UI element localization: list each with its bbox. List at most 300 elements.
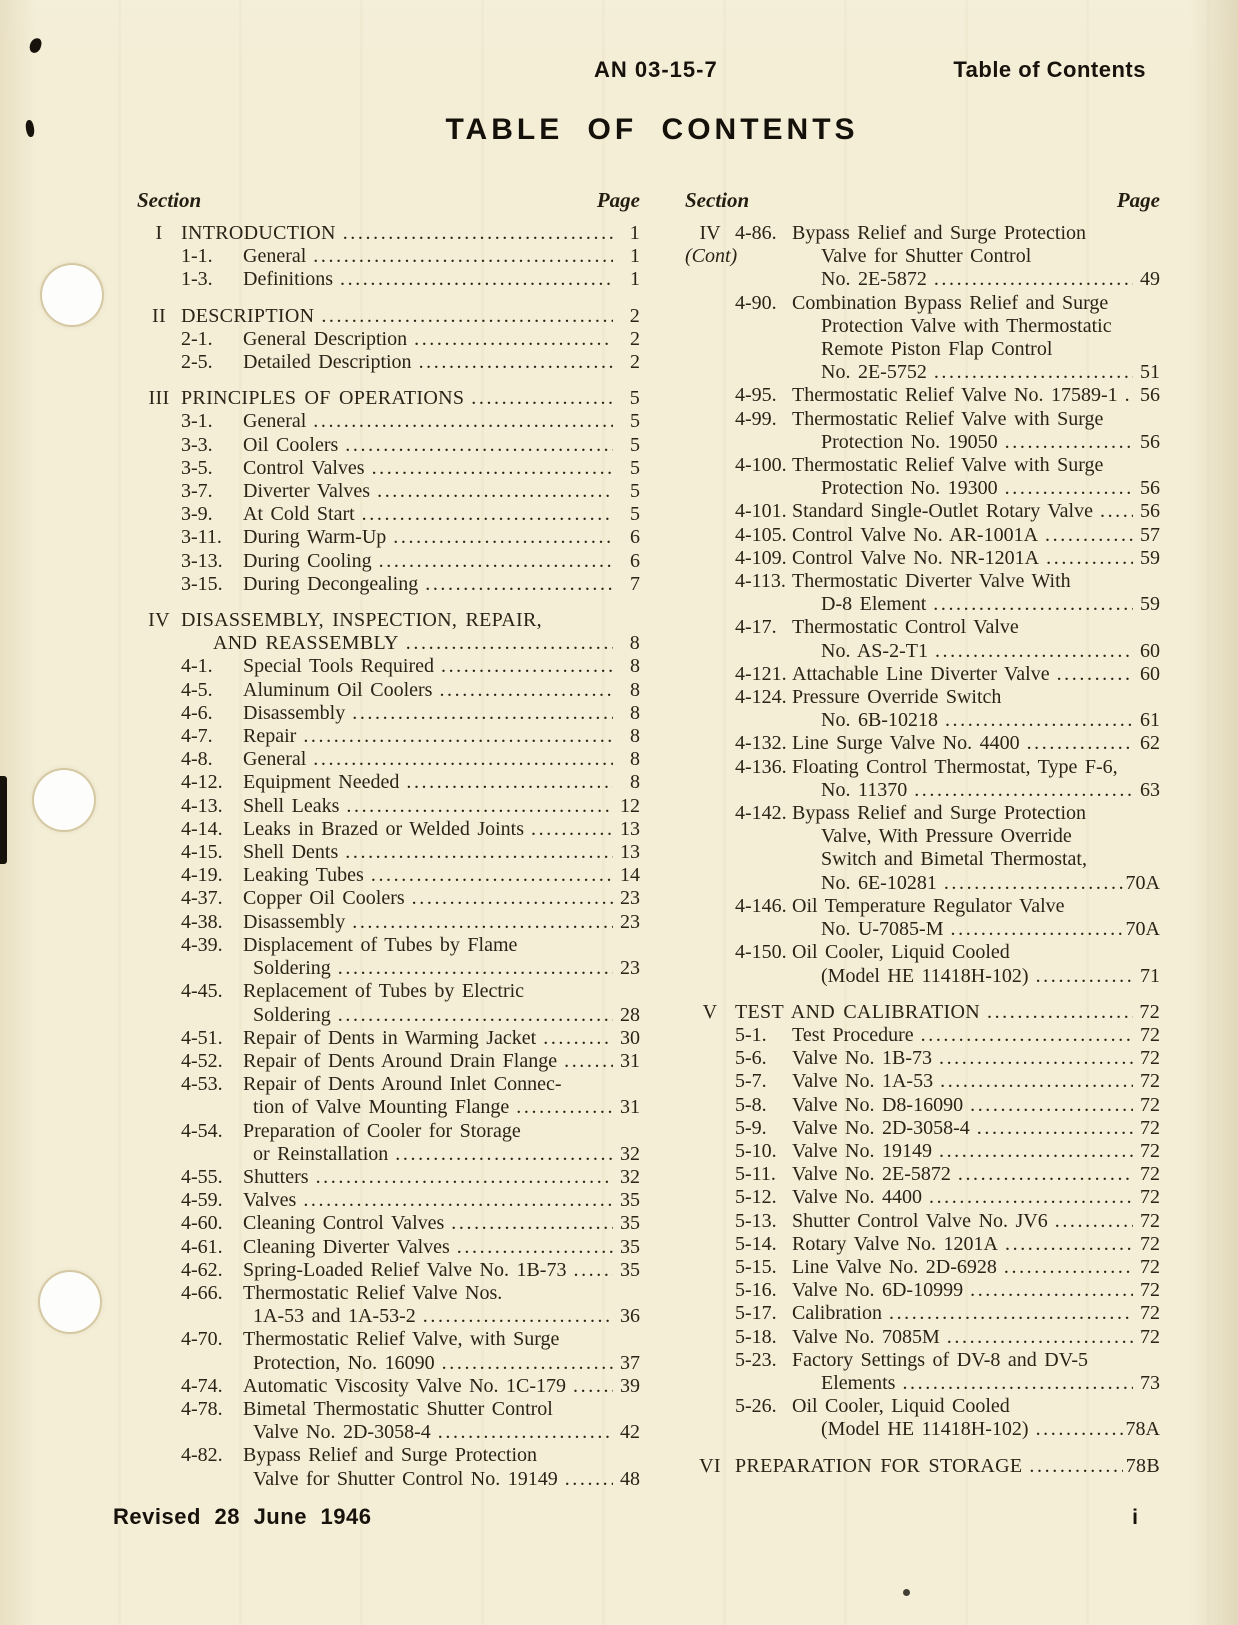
toc-paragraph-number: 5-17. [735, 1302, 777, 1325]
toc-entry-title: Rotary Valve No. 1201A [792, 1232, 998, 1255]
dot-leader [406, 771, 613, 794]
dot-leader [951, 918, 1123, 941]
toc-row [685, 245, 1160, 268]
toc-entry-page: 35 [620, 1212, 640, 1235]
toc-paragraph-number: 4-52. [181, 1049, 223, 1072]
toc-entry-title: Cleaning Control Valves [243, 1212, 445, 1235]
dot-leader [934, 361, 1133, 384]
toc-entry-title: No. 6B-10218 [821, 709, 938, 732]
toc-row-content [735, 1186, 1160, 1209]
toc-section-numeral [137, 526, 181, 549]
toc-section-numeral [685, 268, 735, 291]
toc-entry-title: Calibration [792, 1302, 882, 1325]
toc-section-numeral [685, 756, 735, 779]
toc-row-content [181, 387, 640, 410]
toc-entry-page: 61 [1140, 709, 1160, 732]
toc-section-numeral [685, 547, 735, 570]
dot-leader [303, 1189, 613, 1212]
toc-entry-title: Automatic Viscosity Valve No. 1C-179 [243, 1374, 567, 1397]
toc-paragraph-number: 3-11. [181, 526, 222, 549]
dot-leader [921, 1024, 1133, 1047]
toc-row [685, 709, 1160, 732]
toc-row-content [181, 526, 640, 549]
dot-leader [914, 779, 1133, 802]
toc-paragraph-number: 4-1. [181, 655, 213, 678]
toc-paragraph-number: 4-121. [735, 662, 787, 685]
toc-paragraph-number: 4-61. [181, 1235, 223, 1258]
toc-row [685, 593, 1160, 616]
toc-section-numeral [685, 616, 735, 639]
toc-entry-title: Remote Piston Flap Control [821, 338, 1053, 361]
toc-row [685, 779, 1160, 802]
dot-leader [564, 1050, 613, 1073]
indent-spacer [735, 361, 821, 384]
folio-page-number: i [1132, 1506, 1138, 1529]
toc-paragraph-number: 4-15. [181, 841, 223, 864]
toc-section-numeral [685, 477, 735, 500]
toc-row-content [181, 748, 640, 771]
toc-row [137, 702, 640, 725]
toc-paragraph-number: 3-3. [181, 433, 213, 456]
toc-paragraph-number: 5-11. [735, 1163, 776, 1186]
toc-paragraph-number: 4-54. [181, 1119, 223, 1142]
toc-paragraph-number: 5-9. [735, 1116, 767, 1139]
toc-entry-page: 72 [1140, 1093, 1160, 1116]
indent-spacer [735, 779, 821, 802]
toc-entry-title: Aluminum Oil Coolers [243, 678, 433, 701]
toc-paragraph-number: 4-100. [735, 454, 787, 477]
toc-entry-title: General Description [243, 327, 408, 350]
toc-row [137, 1050, 640, 1073]
toc-row [685, 500, 1160, 523]
dot-leader [379, 550, 613, 573]
toc-entry-title: Shutter Control Valve No. JV6 [792, 1209, 1048, 1232]
dot-leader [1055, 1210, 1133, 1233]
toc-entry-page: 13 [620, 841, 640, 864]
toc-entry-page: 60 [1140, 639, 1160, 662]
dot-leader [987, 1001, 1133, 1024]
toc-row-content [735, 1070, 1160, 1093]
toc-row-content [181, 245, 640, 268]
toc-paragraph-number: 4-19. [181, 864, 223, 887]
toc-paragraph-number: 3-7. [181, 480, 213, 503]
toc-section-numeral [685, 1186, 735, 1209]
toc-entry-title: Factory Settings of DV-8 and DV-5 [792, 1348, 1089, 1371]
toc-entry-title: Valve No. 4400 [792, 1186, 922, 1209]
toc-row [137, 1096, 640, 1119]
toc-entry-page: 23 [620, 887, 640, 910]
toc-row [685, 524, 1160, 547]
toc-entry-title: Diverter Valves [243, 480, 371, 503]
toc-entry-page: 8 [630, 655, 640, 678]
toc-entry-title: Preparation of Cooler for Storage [243, 1119, 521, 1142]
toc-paragraph-number: 4-99. [735, 407, 777, 430]
scan-edge-mark [0, 776, 7, 864]
toc-entry-title: Spring-Loaded Relief Valve No. 1B-73 [243, 1258, 567, 1281]
toc-paragraph-number: 4-124. [735, 686, 787, 709]
toc-row [685, 1186, 1160, 1209]
toc-section-numeral [685, 663, 735, 686]
toc-paragraph-number: 4-142. [735, 802, 787, 825]
toc-row [137, 1004, 640, 1027]
toc-entry-title: Definitions [243, 268, 333, 291]
dot-leader [393, 526, 613, 549]
toc-row [137, 410, 640, 433]
toc-row [137, 457, 640, 480]
toc-row [137, 725, 640, 748]
toc-row [685, 1070, 1160, 1093]
toc-entry-title: Valve No. D8-16090 [792, 1093, 964, 1116]
toc-row-content [181, 573, 640, 596]
toc-paragraph-number: 4-7. [181, 725, 213, 748]
toc-row-content [735, 454, 1160, 477]
toc-row [685, 756, 1160, 779]
toc-entry-page: 8 [629, 632, 640, 655]
toc-entry-title: Special Tools Required [243, 655, 434, 678]
toc-entry-title: Line Surge Valve No. 4400 [792, 732, 1020, 755]
toc-entry-title: Valve No. 7085M [792, 1325, 940, 1348]
toc-row [137, 1236, 640, 1259]
toc-paragraph-number: 5-7. [735, 1070, 767, 1093]
toc-row-content [735, 779, 1160, 802]
toc-row-content [181, 818, 640, 841]
toc-entry-page: 72 [1140, 1325, 1160, 1348]
indent-spacer [735, 315, 821, 338]
toc-section-numeral [137, 864, 181, 887]
toc-entry-title: Protection Valve with Thermostatic [821, 314, 1112, 337]
toc-row-content [735, 709, 1160, 732]
toc-entry-page: 8 [630, 678, 640, 701]
toc-row [137, 1398, 640, 1421]
toc-row [685, 1001, 1160, 1024]
toc-section-numeral [685, 593, 735, 616]
toc-entry-page: 71 [1140, 964, 1160, 987]
toc-entry-page: 70A [1125, 918, 1160, 941]
toc-section-numeral [137, 1398, 181, 1421]
toc-entry-page: 49 [1140, 268, 1160, 291]
toc-row [137, 957, 640, 980]
indent-spacer [735, 640, 821, 663]
toc-entry-title: Thermostatic Relief Valve Nos. [243, 1281, 503, 1304]
toc-row-content [181, 887, 640, 910]
toc-row-content [181, 1444, 640, 1467]
toc-row-content [181, 632, 640, 655]
toc-entry-title: Replacement of Tubes by Electric [243, 980, 525, 1003]
page-column-header: Page [1116, 188, 1160, 212]
toc-entry-page: 56 [1140, 384, 1160, 407]
page-title: TABLE OF CONTENTS [445, 113, 859, 146]
toc-section-numeral [137, 573, 181, 596]
toc-row-content [181, 655, 640, 678]
toc-row [137, 1073, 640, 1096]
toc-section-numeral [137, 1073, 181, 1096]
dot-leader [935, 640, 1133, 663]
dot-leader [902, 1372, 1133, 1395]
dot-leader [970, 1094, 1133, 1117]
dot-leader [438, 1421, 613, 1444]
toc-row [685, 1256, 1160, 1279]
toc-entry-page: 60 [1140, 662, 1160, 685]
dot-leader [565, 1468, 613, 1491]
toc-entry-page: 8 [630, 725, 640, 748]
toc-row-content [735, 686, 1160, 709]
dot-leader [352, 911, 613, 934]
toc-entry-page: 7 [630, 572, 640, 595]
toc-entry-title: AND REASSEMBLY [213, 632, 399, 655]
toc-section-numeral [685, 1233, 735, 1256]
toc-entry-page: 2 [629, 304, 640, 327]
toc-entry-title: Repair [243, 725, 297, 748]
toc-paragraph-number: 5-18. [735, 1325, 777, 1348]
toc-entry-title: INTRODUCTION [181, 222, 336, 244]
toc-entry-title: Oil Coolers [243, 433, 339, 456]
toc-section-numeral [137, 434, 181, 457]
toc-row [685, 454, 1160, 477]
toc-row-content [181, 1166, 640, 1189]
toc-row-content [181, 1073, 640, 1096]
dot-leader [439, 679, 613, 702]
toc-row-content [181, 795, 640, 818]
toc-entry-title: Protection, No. 16090 [253, 1351, 435, 1374]
toc-row [137, 818, 640, 841]
toc-entry-title: DISASSEMBLY, INSPECTION, REPAIR, [181, 609, 542, 632]
toc-row [685, 825, 1160, 848]
toc-entry-title: Valve for Shutter Control [821, 245, 1032, 268]
dot-leader [939, 1140, 1133, 1163]
toc-columns [137, 188, 1160, 1491]
toc-paragraph-number: 4-109. [735, 546, 787, 569]
toc-row-content [181, 702, 640, 725]
indent-spacer [735, 848, 821, 871]
toc-row-content [735, 292, 1160, 315]
toc-section-numeral [137, 911, 181, 934]
toc-row-content [735, 965, 1160, 988]
toc-row [685, 802, 1160, 825]
toc-row [137, 980, 640, 1003]
toc-row [137, 351, 640, 374]
toc-row-content [735, 500, 1160, 523]
toc-section-numeral [685, 686, 735, 709]
toc-entry-page: 73 [1140, 1371, 1160, 1394]
toc-paragraph-number: 4-13. [181, 794, 223, 817]
toc-paragraph-number: 4-6. [181, 701, 213, 724]
toc-paragraph-number: 4-17. [735, 616, 777, 639]
toc-row [685, 918, 1160, 941]
toc-entry-page: 72 [1140, 1279, 1160, 1302]
toc-row-content [735, 1024, 1160, 1047]
toc-section-numeral: V [702, 1000, 718, 1023]
toc-entry-title: Oil Cooler, Liquid Cooled [792, 941, 1010, 964]
dot-leader [340, 268, 613, 291]
toc-entry-title: Attachable Line Diverter Valve [792, 662, 1050, 685]
toc-row-content [735, 1455, 1160, 1478]
toc-section-numeral [685, 1395, 735, 1418]
dot-leader [343, 222, 613, 245]
toc-entry-title: Control Valve No. NR-1201A [792, 546, 1040, 569]
toc-row [137, 1027, 640, 1050]
toc-entry-title: Standard Single-Outlet Rotary Valve [792, 500, 1093, 523]
dot-leader [372, 457, 613, 480]
toc-entry-title: No. U-7085-M [821, 918, 944, 941]
toc-section-numeral [685, 1047, 735, 1070]
dot-leader [1125, 384, 1133, 407]
toc-entry-title: General [243, 748, 307, 771]
toc-section-numeral [137, 1328, 181, 1351]
toc-entry-page: 8 [630, 748, 640, 771]
toc-row-content [181, 957, 640, 980]
toc-paragraph-number: 1-1. [181, 245, 213, 268]
toc-section-numeral [137, 503, 181, 526]
toc-row [137, 934, 640, 957]
toc-entry-page: 78A [1125, 1418, 1160, 1441]
toc-row-content [181, 434, 640, 457]
toc-entry-page: 51 [1140, 361, 1160, 384]
toc-row [685, 941, 1160, 964]
toc-entry-title: Valve No. 2D-3058-4 [253, 1421, 431, 1444]
toc-section-numeral [685, 1418, 735, 1441]
toc-row-content [735, 1372, 1160, 1395]
toc-row [685, 686, 1160, 709]
toc-section-numeral [137, 351, 181, 374]
toc-entry-title: Thermostatic Control Valve [792, 616, 1019, 639]
toc-paragraph-number: 3-15. [181, 572, 223, 595]
toc-row-content [735, 361, 1160, 384]
toc-section-numeral [685, 848, 735, 871]
toc-entry-title: During Warm-Up [243, 526, 387, 549]
toc-section-numeral [685, 732, 735, 755]
toc-section-numeral [685, 431, 735, 454]
dot-leader [395, 1143, 613, 1166]
toc-paragraph-number: 2-1. [181, 327, 213, 350]
toc-paragraph-number: 4-66. [181, 1281, 223, 1304]
toc-row [685, 408, 1160, 431]
toc-section-numeral: III [148, 387, 170, 410]
dot-leader [406, 632, 613, 655]
toc-entry-page: 5 [630, 503, 640, 526]
toc-section-numeral [685, 1302, 735, 1325]
toc-entry-page: 1 [630, 245, 640, 268]
dot-leader [352, 702, 613, 725]
toc-entry-title: Oil Temperature Regulator Valve [792, 894, 1065, 917]
toc-row-content [181, 222, 640, 245]
toc-row-content [735, 1279, 1160, 1302]
toc-paragraph-number: 5-14. [735, 1232, 777, 1255]
dot-leader [346, 795, 613, 818]
toc-row [137, 632, 640, 655]
toc-entry-page: 5 [630, 456, 640, 479]
toc-row [137, 480, 640, 503]
dot-leader [457, 1236, 613, 1259]
toc-entry-page: 72 [1140, 1209, 1160, 1232]
toc-entry-page: 72 [1140, 1139, 1160, 1162]
toc-row [685, 361, 1160, 384]
dot-leader [945, 709, 1133, 732]
toc-paragraph-number: 4-62. [181, 1258, 223, 1281]
toc-row-content [181, 1282, 640, 1305]
toc-row [685, 315, 1160, 338]
toc-row [685, 1302, 1160, 1325]
toc-entry-title: Bimetal Thermostatic Shutter Control [243, 1397, 553, 1420]
punch-hole [40, 1272, 100, 1332]
toc-entry-title: Valve for Shutter Control No. 19149 [253, 1467, 558, 1490]
toc-section-numeral: IV [148, 609, 170, 632]
toc-entry-page: 72 [1140, 1186, 1160, 1209]
toc-row [137, 1468, 640, 1491]
toc-row-content [181, 1143, 640, 1166]
toc-section-numeral [685, 941, 735, 964]
toc-row [137, 434, 640, 457]
toc-entry-title: Thermostatic Diverter Valve With [792, 570, 1071, 593]
toc-entry-title: TEST AND CALIBRATION [735, 1000, 980, 1023]
toc-entry-title: During Decongealing [243, 572, 419, 595]
dot-leader [414, 328, 613, 351]
dot-leader [939, 1047, 1133, 1070]
toc-row [137, 1282, 640, 1305]
toc-paragraph-number: 5-1. [735, 1023, 767, 1046]
toc-paragraph-number: 3-13. [181, 549, 223, 572]
toc-entry-page: 8 [630, 771, 640, 794]
toc-section-numeral [137, 980, 181, 1003]
toc-section-numeral [685, 779, 735, 802]
toc-section-numeral [137, 771, 181, 794]
toc-paragraph-number: 4-38. [181, 910, 223, 933]
toc-entry-page: 72 [1140, 1116, 1160, 1139]
toc-section-numeral [685, 1024, 735, 1047]
toc-row [137, 328, 640, 351]
toc-section-numeral [137, 818, 181, 841]
toc-entry-page: 36 [620, 1305, 640, 1328]
toc-entry-title: Control Valves [243, 456, 365, 479]
toc-row [685, 338, 1160, 361]
toc-row [137, 268, 640, 291]
toc-section-numeral [137, 1212, 181, 1235]
toc-row [137, 526, 640, 549]
toc-section-numeral [137, 1143, 181, 1166]
toc-section-numeral [685, 918, 735, 941]
toc-entry-page: 32 [620, 1142, 640, 1165]
column-header-row [137, 188, 640, 213]
toc-row [137, 1421, 640, 1444]
toc-section-numeral [137, 1421, 181, 1444]
section-column-header: Section [685, 188, 750, 212]
toc-section-numeral [137, 679, 181, 702]
toc-row-content [181, 328, 640, 351]
toc-row-content [181, 351, 640, 374]
toc-section-numeral [137, 1375, 181, 1398]
toc-row [137, 911, 640, 934]
toc-entry-title: Leaking Tubes [243, 864, 364, 887]
toc-section-numeral [685, 292, 735, 315]
dot-leader [1057, 663, 1133, 686]
toc-paragraph-number: 4-95. [735, 384, 777, 407]
toc-entry-page: 56 [1140, 477, 1160, 500]
toc-row-content [735, 1140, 1160, 1163]
toc-row-content [735, 1349, 1160, 1372]
toc-section-numeral [685, 1094, 735, 1117]
scan-speck [25, 120, 35, 138]
toc-section-numeral [137, 725, 181, 748]
toc-section-numeral [137, 268, 181, 291]
toc-section-numeral [685, 1372, 735, 1395]
toc-paragraph-number: 4-53. [181, 1073, 223, 1096]
toc-entry-page: 39 [620, 1374, 640, 1397]
toc-entry-title: Displacement of Tubes by Flame [243, 933, 518, 956]
dot-leader [442, 1352, 613, 1375]
toc-entry-page: 5 [630, 410, 640, 433]
toc-entry-title: 1A-53 and 1A-53-2 [253, 1305, 416, 1328]
toc-row-content [181, 980, 640, 1003]
toc-section-numeral [137, 1004, 181, 1027]
